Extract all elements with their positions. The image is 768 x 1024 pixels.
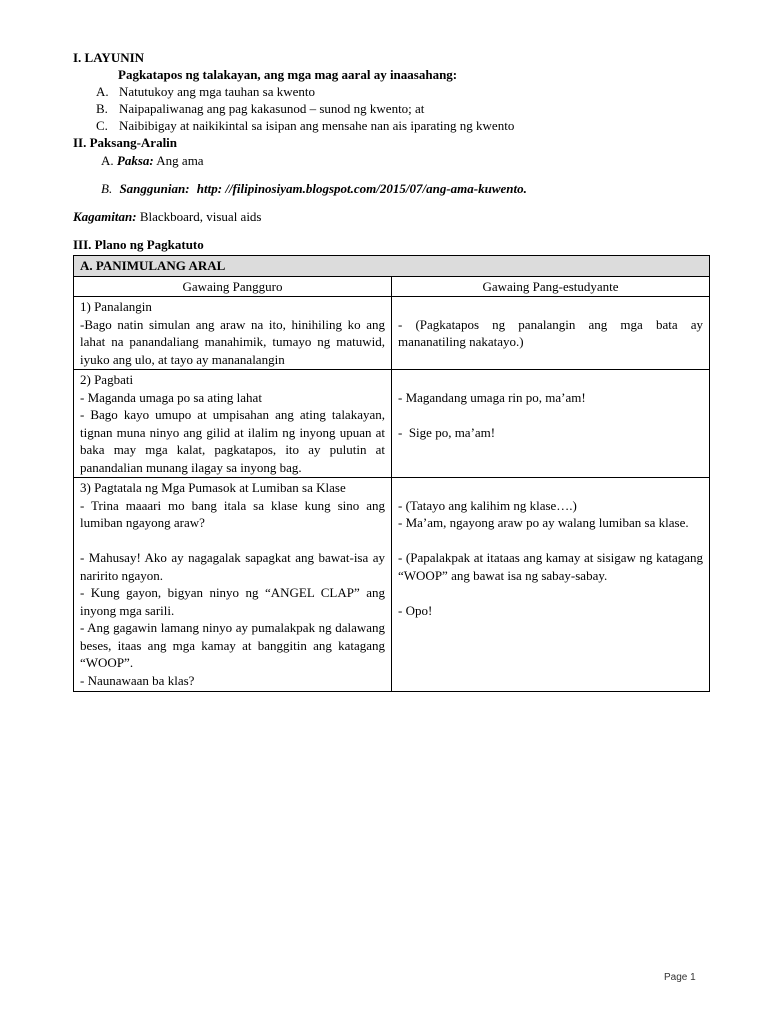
teacher-text: 2) Pagbati (80, 372, 134, 387)
student-cell (392, 370, 710, 478)
objective-a-marker: A. (96, 84, 109, 99)
teacher-cell (74, 297, 392, 370)
student-text: - (Papalakpak at itataas ang kamay at sisigaw ng katagang “WOOP” ang bawat isa ng sabay-sabay. (398, 550, 704, 583)
teacher-text: 3) Pagtatala ng Mga Pumasok at Lumiban sa Klase (80, 480, 346, 495)
teacher-text: - Maganda umaga po sa ating lahat (80, 389, 262, 405)
table-row (74, 478, 710, 692)
teacher-cell (74, 478, 392, 692)
teacher-text: - Ang gagawin lamang ninyo ay pumalakpak ng dalawang beses, itaas ang mga kamay at banggitin ang katagang “WOOP”. (80, 620, 385, 670)
teacher-text: - Kung gayon, bigyan ninyo ng “ANGEL CLAP” ang inyong mga sarili. (80, 585, 385, 618)
kagamitan-line (73, 209, 262, 225)
teacher-cell (74, 370, 392, 478)
objective-a: Natutukoy ang mga tauhan sa kwento (119, 84, 316, 99)
teacher-text: 1) Panalangin (80, 299, 152, 314)
section-2-heading: II. Paksang-Aralin (73, 135, 178, 150)
section-title: A. PANIMULANG ARAL (74, 256, 710, 277)
sanggunian-label: Sanggunian: (119, 181, 190, 196)
section-3-heading: III. Plano ng Pagkatuto (73, 237, 204, 252)
paksa-label: Paksa: (116, 153, 154, 168)
teacher-text: - Trina maaari mo bang itala sa klase kung sino ang lumiban ngayong araw? (80, 497, 385, 530)
student-cell (392, 297, 710, 370)
paksa-value: Ang ama (156, 153, 204, 168)
student-text: - Sige po, ma’am! (398, 424, 496, 440)
student-text: - Opo! (398, 602, 433, 618)
objective-c-marker: C. (96, 118, 108, 133)
table-header-row (74, 276, 710, 297)
section-1-heading: I. LAYUNIN (73, 50, 145, 65)
table-section-row (74, 256, 710, 277)
student-text: - Ma’am, ngayong araw po ay walang lumiban sa klase. (398, 515, 689, 530)
lesson-plan-table (73, 255, 710, 692)
table-row (74, 370, 710, 478)
teacher-text: - Mahusay! Ako ay nagagalak sapagkat ang bawat-isa ay naririto ngayon. (80, 550, 385, 583)
sanggunian-line (101, 181, 527, 197)
objectives-intro: Pagkatapos ng talakayan, ang mga mag aaral ay inaasahang: (118, 67, 458, 82)
kagamitan-label: Kagamitan: (73, 209, 137, 224)
student-text: - Magandang umaga rin po, ma’am! (398, 389, 586, 405)
teacher-text: -Bago natin simulan ang araw na ito, hinihiling ko ang lahat na panandaliang manahimik, tumayo ng matuwid, iyuko ang ulo, at tayo ay mananalangin (80, 316, 385, 367)
student-text: - (Pagkatapos ng panalangin ang mga bata ay mananatiling nakatayo.) (398, 316, 704, 349)
objective-b-marker: B. (96, 101, 108, 116)
table-row (74, 297, 710, 370)
student-text: - (Tatayo ang kalihim ng klase….) (398, 497, 577, 513)
teacher-text: - Bago kayo umupo at umpisahan ang ating talakayan, tignan muna ninyo ang gilid at ilalim ng inyong upuan at baka may mga kalat, pagkatapos, ito ay pulutin at panandalian munang ilagay sa inyong bag. (80, 407, 385, 475)
objective-b: Naipapaliwanag ang pag kakasunod – sunod ng kwento; at (119, 101, 425, 116)
sanggunian-marker: B. (101, 181, 113, 196)
column-header-teacher: Gawaing Pangguro (74, 276, 392, 297)
paksa-marker: A. (101, 153, 114, 168)
paksa-line (101, 153, 204, 169)
student-cell (392, 478, 710, 692)
kagamitan-value: Blackboard, visual aids (139, 209, 262, 224)
column-header-student: Gawaing Pang-estudyante (392, 276, 710, 297)
teacher-text: - Naunawaan ba klas? (80, 672, 195, 688)
objective-c: Naibibigay at naikikintal sa isipan ang mensahe nan ais iparating ng kwento (119, 118, 515, 133)
page-number: Page 1 (664, 972, 696, 983)
sanggunian-url: http: //filipinosiyam.blogspot.com/2015/07/ang-ama-kuwento. (196, 181, 527, 196)
